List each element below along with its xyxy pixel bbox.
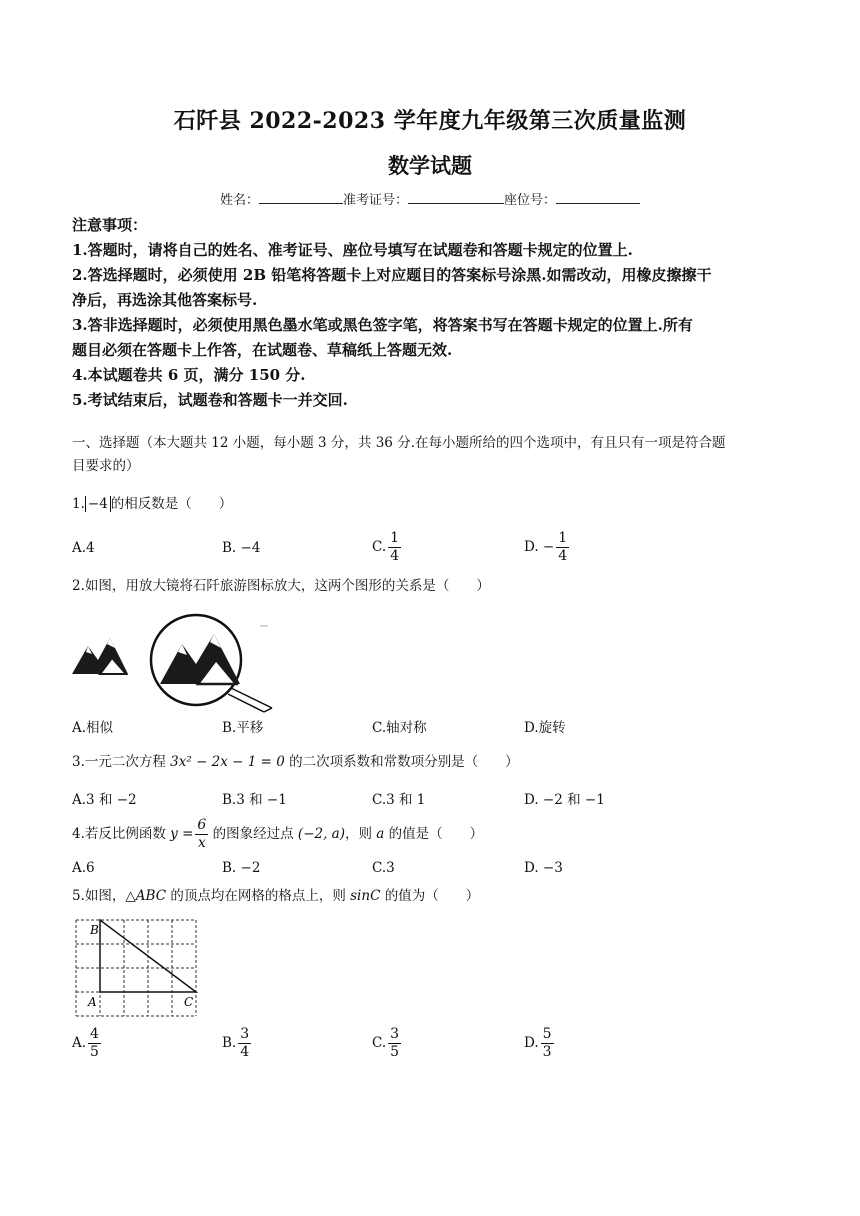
section-1-intro <box>72 432 792 478</box>
question-2-stem: 2.如图，用放大镜将石阡旅游图标放大，这两个图形的关系是（ ） <box>72 578 490 594</box>
notice-heading: 注意事项： <box>72 216 148 234</box>
mountain-icon-figure <box>68 604 278 714</box>
notice-section <box>72 213 792 413</box>
q4-option-a: A.6 <box>72 860 95 876</box>
notice-item-2b: 净后，再选涂其他答案标号. <box>72 291 258 309</box>
notice-item-1: 1.答题时，请将自己的姓名、准考证号、座位号填写在试题卷和答题卡规定的位置上. <box>72 241 633 259</box>
point-coordinates: (−2, a) <box>297 826 345 842</box>
notice-item-4: 4.本试题卷共 6 页，满分 150 分. <box>72 366 306 384</box>
q3-option-d: D. −2 和 −1 <box>524 792 605 808</box>
magnifier-icon <box>151 615 272 712</box>
seat-blank <box>556 191 640 204</box>
candidate-info-row <box>0 189 860 208</box>
question-1-stem: 1. −4 的相反数是（ ） <box>72 496 233 512</box>
q5-option-a: A. $\frac{4}{5}$ <box>72 1026 99 1060</box>
grid-triangle-figure <box>72 916 202 1020</box>
q5-option-d: D. $\frac{5}{3}$ <box>524 1026 552 1060</box>
question-3-stem: 3.一元二次方程 3x² − 2x − 1 = 0 的二次项系数和常数项分别是（ ） <box>72 754 519 770</box>
question-5-stem: 5.如图，△ABC 的顶点均在网格的格点上，则 sinC 的值为（ ） <box>72 888 480 904</box>
exam-number-label: 准考证号： <box>342 193 408 208</box>
absolute-value: −4 <box>85 496 111 512</box>
exam-subtitle: 数学试题 <box>388 153 472 178</box>
q4-option-b: B. −2 <box>222 860 261 876</box>
q5-option-c: C. $\frac{3}{5}$ <box>372 1026 400 1060</box>
small-mountain-icon <box>72 638 128 674</box>
q1-option-d: D. − $\frac{1}{4}$ <box>524 530 568 564</box>
q5-option-b: B. $\frac{3}{4}$ <box>222 1026 250 1060</box>
exam-title: 石阡县 2022-2023 学年度九年级第三次质量监测 <box>173 108 687 134</box>
q1-option-b: B. −4 <box>222 540 261 556</box>
name-label: 姓名： <box>219 193 259 208</box>
q2-option-b: B.平移 <box>222 720 264 736</box>
question-4-stem: 4.若反比例函数 y = $\frac{6}{x}$ 的图象经过点 (−2, a)，则 a 的值是（ ） <box>72 817 484 851</box>
name-blank <box>259 191 343 204</box>
notice-item-3a: 3.答非选择题时，必须使用黑色墨水笔或黑色签字笔，将答案书写在答题卡规定的位置上.所有 <box>72 316 693 334</box>
vertex-b-label: B <box>90 923 99 937</box>
section-1-line-2: 目要求的） <box>72 458 140 474</box>
q2-option-d: D.旋转 <box>524 720 566 736</box>
seat-label: 座位号： <box>504 193 557 208</box>
exam-number-blank <box>408 191 504 204</box>
vertex-c-label: C <box>184 995 194 1009</box>
q3-option-a: A.3 和 −2 <box>72 792 137 808</box>
q4-option-c: C.3 <box>372 860 395 876</box>
q1-option-a: A.4 <box>72 540 95 556</box>
notice-item-2a: 2.答选择题时，必须使用 2B 铅笔将答题卡上对应题目的答案标号涂黑.如需改动，用橡皮擦擦干 <box>72 266 712 284</box>
section-1-line-1: 一、选择题（本大题共 12 小题，每小题 3 分，共 36 分.在每小题所给的四个选项中，有且只有一项是符合题 <box>72 435 726 451</box>
vertex-a-label: A <box>88 995 97 1009</box>
q2-option-c: C.轴对称 <box>372 720 427 736</box>
q3-option-c: C.3 和 1 <box>372 792 426 808</box>
q2-option-a: A.相似 <box>72 720 114 736</box>
notice-item-3b: 题目必须在答题卡上作答，在试题卷、草稿纸上答题无效. <box>72 341 453 359</box>
notice-item-5: 5.考试结束后，试题卷和答题卡一并交回. <box>72 391 348 409</box>
q1-option-c: C. $\frac{1}{4}$ <box>372 530 400 564</box>
quadratic-equation: 3x² − 2x − 1 = 0 <box>170 754 285 770</box>
q4-option-d: D. −3 <box>524 860 563 876</box>
q3-option-b: B.3 和 −1 <box>222 792 287 808</box>
triangle-abc: △ABC <box>125 888 167 904</box>
